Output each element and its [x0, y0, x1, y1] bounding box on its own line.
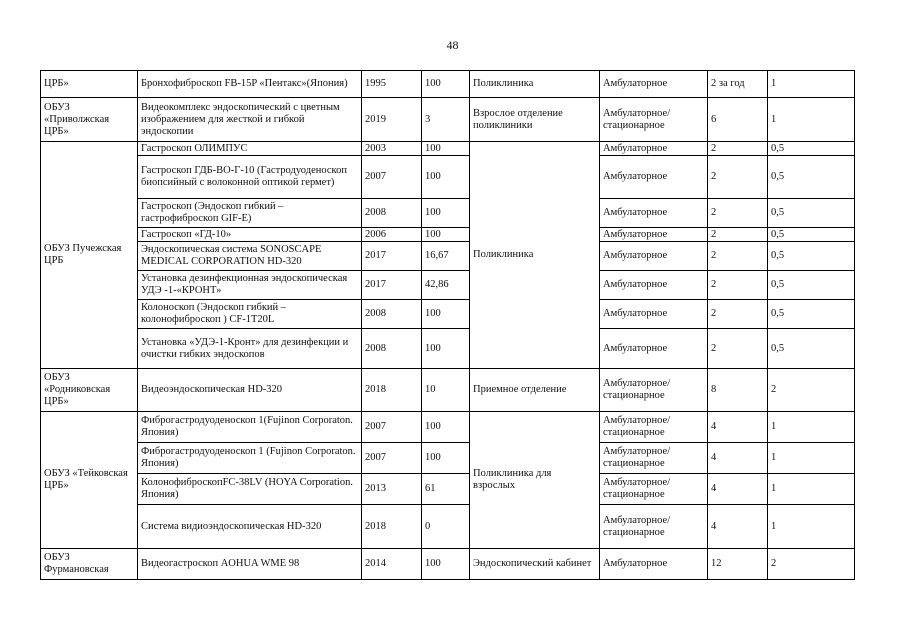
percent-cell: 100: [422, 549, 470, 580]
rate-cell: 1: [768, 505, 855, 549]
table-row: [41, 549, 855, 580]
percent-cell: 10: [422, 369, 470, 412]
year-cell: 2008: [362, 199, 422, 228]
rate-cell: 0,5: [768, 199, 855, 228]
load-cell: 6: [708, 98, 768, 142]
table-row: [41, 98, 855, 142]
load-cell: 2: [708, 300, 768, 329]
org-cell: ОБУЗ «Тейковская ЦРБ»: [41, 412, 138, 549]
year-cell: 2006: [362, 228, 422, 242]
rate-cell: 1: [768, 71, 855, 98]
rate-cell: 2: [768, 549, 855, 580]
load-cell: 2: [708, 329, 768, 369]
year-cell: 2019: [362, 98, 422, 142]
org-cell: ОБУЗ Пучежская ЦРБ: [41, 142, 138, 369]
device-cell: Видеогастроскоп AOHUA WME 98: [138, 549, 362, 580]
percent-cell: 100: [422, 300, 470, 329]
mode-cell: Амбулаторное: [600, 142, 708, 156]
rate-cell: 0,5: [768, 329, 855, 369]
table-row: [41, 300, 855, 329]
table-row: [41, 329, 855, 369]
table-row: [41, 369, 855, 412]
mode-cell: Амбулаторное: [600, 549, 708, 580]
year-cell: 2017: [362, 271, 422, 300]
load-cell: 2: [708, 228, 768, 242]
equipment-table: [40, 70, 855, 580]
department-cell: Поликлиника: [470, 142, 600, 369]
org-cell: ОБУЗ «Приволжская ЦРБ»: [41, 98, 138, 142]
percent-cell: 0: [422, 505, 470, 549]
percent-cell: 100: [422, 142, 470, 156]
load-cell: 4: [708, 505, 768, 549]
load-cell: 4: [708, 412, 768, 443]
percent-cell: 42,86: [422, 271, 470, 300]
device-cell: Установка «УДЭ-1-Кронт» для дезинфекции и очистки гибких эндоскопов: [138, 329, 362, 369]
rate-cell: 1: [768, 98, 855, 142]
load-cell: 2: [708, 271, 768, 300]
load-cell: 8: [708, 369, 768, 412]
mode-cell: Амбулаторное: [600, 242, 708, 271]
mode-cell: Амбулаторное: [600, 156, 708, 199]
mode-cell: Амбулаторное: [600, 228, 708, 242]
device-cell: Бронхофиброскоп FB-15P «Пентакс»(Япония): [138, 71, 362, 98]
load-cell: 2: [708, 242, 768, 271]
mode-cell: Амбулаторное/ стационарное: [600, 369, 708, 412]
table-row: [41, 242, 855, 271]
year-cell: 2008: [362, 300, 422, 329]
year-cell: 2018: [362, 369, 422, 412]
load-cell: 4: [708, 474, 768, 505]
table-row: [41, 71, 855, 98]
mode-cell: Амбулаторное: [600, 199, 708, 228]
org-cell: ЦРБ»: [41, 71, 138, 98]
table-row: [41, 271, 855, 300]
year-cell: 2013: [362, 474, 422, 505]
table-row: [41, 228, 855, 242]
device-cell: Колоноскоп (Эндоскоп гибкий – колонофиброскоп ) CF-1T20L: [138, 300, 362, 329]
device-cell: Гастроскоп ГДБ-ВО-Г-10 (Гастродуоденоскоп биопсийный с волоконной оптикой гермет): [138, 156, 362, 199]
year-cell: 2018: [362, 505, 422, 549]
load-cell: 2: [708, 142, 768, 156]
mode-cell: Амбулаторное/ стационарное: [600, 474, 708, 505]
device-cell: Гастроскоп «ГД-10»: [138, 228, 362, 242]
percent-cell: 100: [422, 412, 470, 443]
mode-cell: Амбулаторное: [600, 300, 708, 329]
year-cell: 2017: [362, 242, 422, 271]
department-cell: Поликлиника: [470, 71, 600, 98]
department-cell: Взрослое отделение поликлиники: [470, 98, 600, 142]
org-cell: ОБУЗ «Родниковская ЦРБ»: [41, 369, 138, 412]
percent-cell: 100: [422, 71, 470, 98]
mode-cell: Амбулаторное/ стационарное: [600, 443, 708, 474]
rate-cell: 0,5: [768, 271, 855, 300]
load-cell: 2: [708, 156, 768, 199]
percent-cell: 100: [422, 228, 470, 242]
device-cell: Фиброгастродуоденоскоп 1(Fujinon Corporaton. Япония): [138, 412, 362, 443]
table-row: [41, 474, 855, 505]
device-cell: КолонофиброскопFC-38LV (HOYA Corporation. Япония): [138, 474, 362, 505]
mode-cell: Амбулаторное: [600, 271, 708, 300]
device-cell: Фиброгастродуоденоскоп 1 (Fujinon Corporaton. Япония): [138, 443, 362, 474]
load-cell: 4: [708, 443, 768, 474]
year-cell: 2007: [362, 443, 422, 474]
percent-cell: 61: [422, 474, 470, 505]
year-cell: 2014: [362, 549, 422, 580]
org-cell: ОБУЗ Фурмановская: [41, 549, 138, 580]
table-row: [41, 505, 855, 549]
load-cell: 2: [708, 199, 768, 228]
department-cell: Приемное отделение: [470, 369, 600, 412]
table-row: [41, 412, 855, 443]
rate-cell: 1: [768, 443, 855, 474]
rate-cell: 2: [768, 369, 855, 412]
percent-cell: 3: [422, 98, 470, 142]
load-cell: 12: [708, 549, 768, 580]
page-number: 48: [446, 38, 459, 52]
device-cell: Установка дезинфекционная эндоскопическая УДЭ -1-«КРОНТ»: [138, 271, 362, 300]
table-row: [41, 142, 855, 156]
rate-cell: 0,5: [768, 142, 855, 156]
department-cell: Эндоскопический кабинет: [470, 549, 600, 580]
table-row: [41, 156, 855, 199]
device-cell: Гастроскоп (Эндоскоп гибкий – гастрофиброскоп GIF-E): [138, 199, 362, 228]
percent-cell: 100: [422, 199, 470, 228]
mode-cell: Амбулаторное/ стационарное: [600, 412, 708, 443]
year-cell: 2007: [362, 156, 422, 199]
percent-cell: 100: [422, 329, 470, 369]
department-cell: Поликлиника для взрослых: [470, 412, 600, 549]
mode-cell: Амбулаторное/ стационарное: [600, 98, 708, 142]
load-cell: 2 за год: [708, 71, 768, 98]
device-cell: Гастроскоп ОЛИМПУС: [138, 142, 362, 156]
mode-cell: Амбулаторное: [600, 329, 708, 369]
device-cell: Эндоскопическая система SONOSCAPE MEDICAL CORPORATION HD-320: [138, 242, 362, 271]
mode-cell: Амбулаторное/ стационарное: [600, 505, 708, 549]
year-cell: 2007: [362, 412, 422, 443]
percent-cell: 100: [422, 443, 470, 474]
year-cell: 1995: [362, 71, 422, 98]
device-cell: Система видиоэндоскопическая HD-320: [138, 505, 362, 549]
rate-cell: 1: [768, 474, 855, 505]
table-row: [41, 199, 855, 228]
rate-cell: 0,5: [768, 300, 855, 329]
rate-cell: 0,5: [768, 156, 855, 199]
percent-cell: 16,67: [422, 242, 470, 271]
mode-cell: Амбулаторное: [600, 71, 708, 98]
rate-cell: 0,5: [768, 242, 855, 271]
device-cell: Видеоэндоскопическая HD-320: [138, 369, 362, 412]
rate-cell: 1: [768, 412, 855, 443]
rate-cell: 0,5: [768, 228, 855, 242]
percent-cell: 100: [422, 156, 470, 199]
year-cell: 2008: [362, 329, 422, 369]
table-row: [41, 443, 855, 474]
device-cell: Видеокомплекс эндоскопический с цветным изображением для жесткой и гибкой эндоскопии: [138, 98, 362, 142]
year-cell: 2003: [362, 142, 422, 156]
